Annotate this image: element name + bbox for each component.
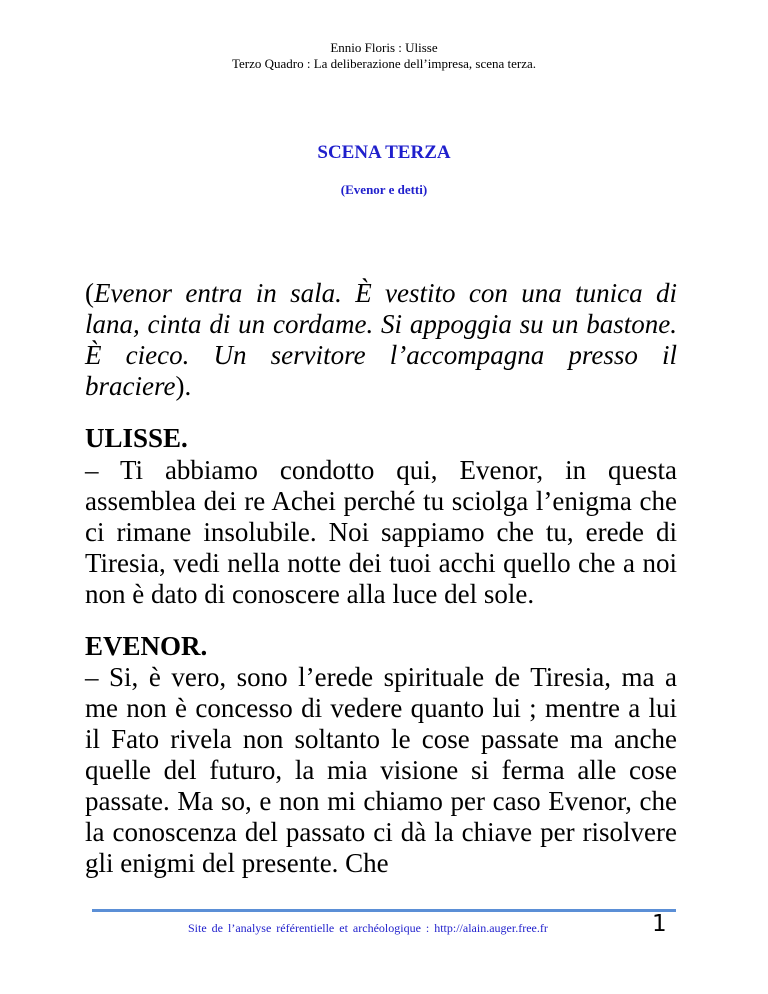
header-section: Terzo Quadro : La deliberazione dell’impresa, scena terza.	[231, 56, 537, 71]
scene-title: SCENA TERZA	[317, 142, 451, 163]
stage-direction	[85, 278, 677, 402]
stage-close-paren: ).	[175, 371, 192, 401]
scene-subtitle: (Evenor e detti)	[340, 182, 428, 197]
footer-site-link[interactable]: Site de l’analyse référentielle et archéologique : http://alain.auger.free.fr	[188, 921, 548, 935]
dialogue-line-evenor: – Si, è vero, sono l’erede spirituale de Tiresia, ma a me non è concesso di vedere quanto lui ; mentre a lui il Fato rivela non soltanto le cose passate ma anche quelle del futuro, la mia visione si ferma alle cose passate. Ma so, e non mi chiamo per caso Evenor, che la conoscenza del passato ci dà la chiave per risolvere gli enigmi del presente. Che	[85, 662, 677, 878]
page-header	[0, 40, 768, 72]
speaker-ulisse: ULISSE.	[85, 423, 188, 453]
stage-direction-text: Evenor entra in sala. È vestito con una tunica di lana, cinta di un cordame. Si appoggia su un bastone. È cieco. Un servitore l’accompagna presso il braciere	[85, 278, 677, 401]
page-number: 1	[652, 911, 667, 937]
header-author-title: Ennio Floris : Ulisse	[330, 40, 438, 55]
dialogue-line-ulisse: – Ti abbiamo condotto qui, Evenor, in questa assemblea dei re Achei perché tu sciolga l’enigma che ci rimane insolubile. Noi sappiamo che tu, erede di Tiresia, vedi nella notte dei tuoi acchi quello che a noi non è dato di conoscere alla luce del sole.	[85, 455, 677, 609]
stage-open-paren: (	[85, 278, 94, 308]
speaker-evenor: EVENOR.	[85, 631, 208, 661]
footer-divider	[92, 909, 676, 912]
